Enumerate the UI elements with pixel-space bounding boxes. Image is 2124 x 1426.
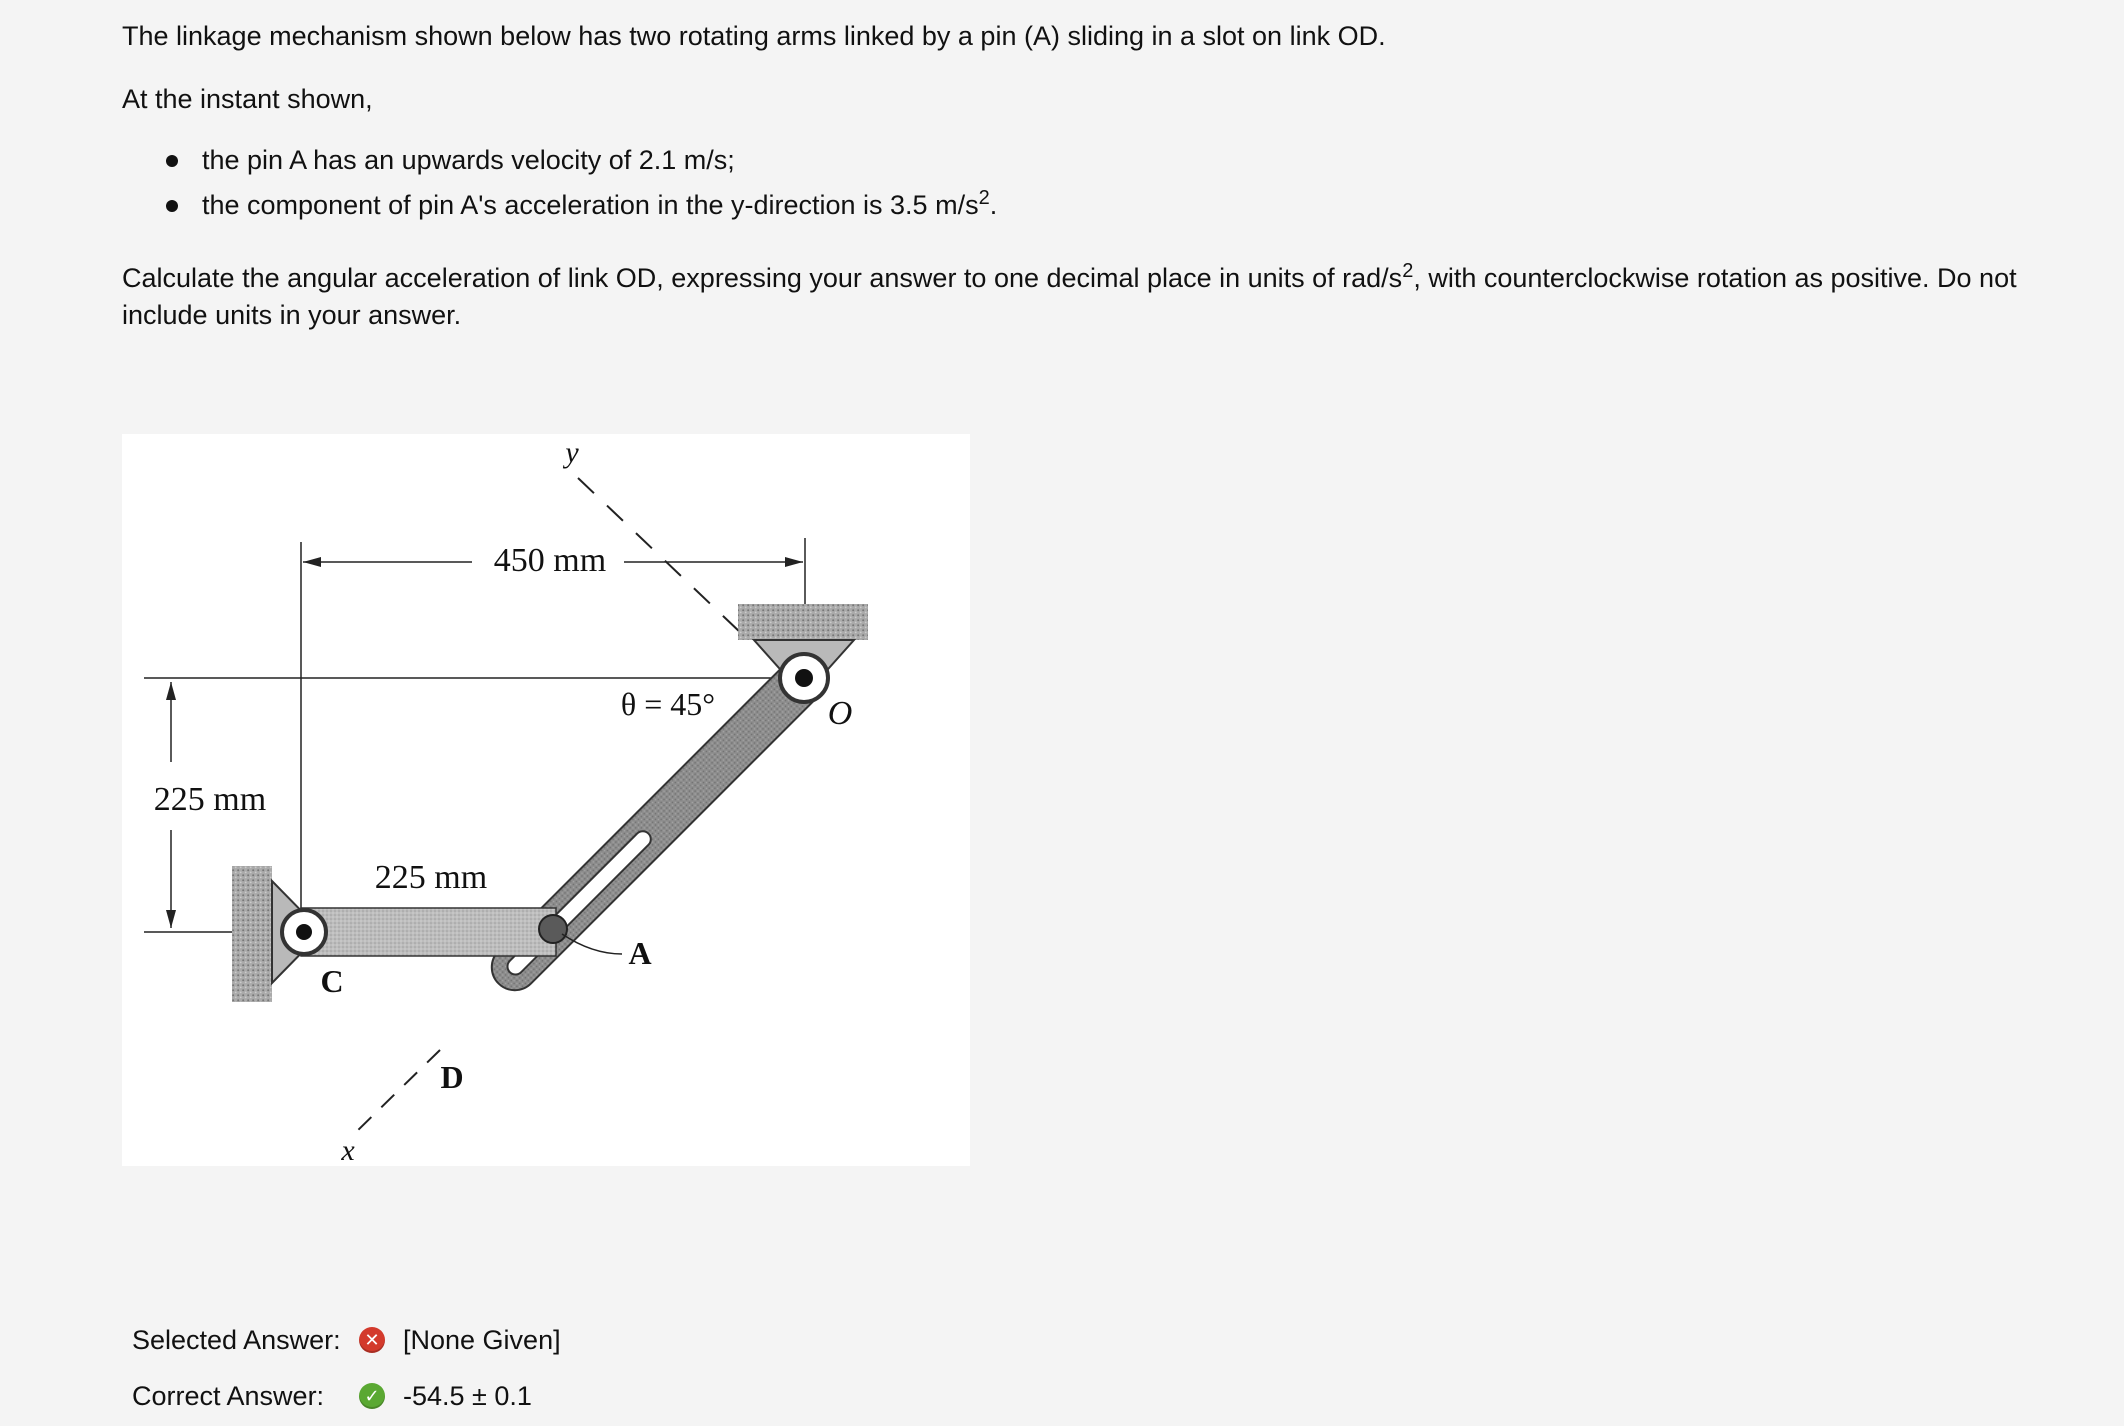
x-axis-line: [354, 1050, 440, 1134]
calc-text-1: Calculate the angular acceleration of link OD, expressing your answer to one decimal place in units of rad/s: [122, 263, 1403, 293]
point-d-label: D: [440, 1059, 464, 1095]
pin-a: [539, 915, 567, 943]
selected-answer-row: [132, 1312, 561, 1368]
bullet-dot: [166, 155, 178, 167]
linkage-diagram: [122, 434, 970, 1166]
dim-arrow-up: [166, 682, 176, 700]
question-content: [122, 18, 2062, 334]
pin-c-center: [296, 924, 312, 940]
condition-acceleration-text: the component of pin A's acceleration in the y-direction is 3.5 m/s: [202, 190, 979, 220]
condition-acceleration-end: .: [989, 190, 998, 220]
linkage-figure: [122, 434, 970, 1166]
question-calculate: [122, 260, 2062, 334]
condition-velocity-text: the pin A has an upwards velocity of 2.1 m/s;: [202, 145, 735, 175]
selected-answer-label: Selected Answer:: [132, 1324, 341, 1355]
check-icon: ✓: [359, 1383, 385, 1409]
y-axis-label: y: [565, 436, 579, 469]
theta-label: θ = 45°: [620, 686, 716, 722]
question-instant: At the instant shown,: [122, 84, 373, 114]
question-intro: The linkage mechanism shown below has two rotating arms linked by a pin (A) sliding in a slot on link OD.: [122, 21, 1386, 51]
bullet-dot: [166, 200, 178, 212]
condition-velocity: [202, 142, 2062, 179]
x-axis-label: x: [341, 1134, 355, 1166]
arm-ca: [301, 908, 556, 956]
dim-arrow-left: [303, 557, 321, 567]
superscript: 2: [978, 187, 990, 209]
correct-answer-row: [132, 1368, 561, 1424]
answers-section: [132, 1312, 561, 1424]
link-225-label: 225 mm: [374, 859, 488, 896]
ground-c: [232, 866, 272, 1002]
pin-o-center: [795, 669, 813, 687]
condition-list: [122, 142, 2062, 224]
ground-o: [738, 604, 868, 640]
calc-text-2: , with counterclockwise rotation as positive. Do not include units in your answer.: [122, 263, 2017, 330]
condition-acceleration: [202, 187, 2062, 224]
dim-450-label: 450 mm: [493, 542, 607, 579]
dim-arrow-down: [166, 910, 176, 928]
point-o-label: O: [827, 695, 853, 732]
superscript: 2: [1402, 260, 1414, 282]
point-a-label: A: [628, 935, 652, 971]
wrong-icon: ✕: [359, 1327, 385, 1353]
correct-answer-label: Correct Answer:: [132, 1380, 325, 1411]
point-c-label: C: [320, 963, 344, 999]
selected-answer-value: [None Given]: [403, 1324, 561, 1355]
dim-arrow-right: [785, 557, 803, 567]
dim-225-label: 225 mm: [153, 781, 267, 818]
correct-answer-value: -54.5 ± 0.1: [403, 1380, 532, 1411]
